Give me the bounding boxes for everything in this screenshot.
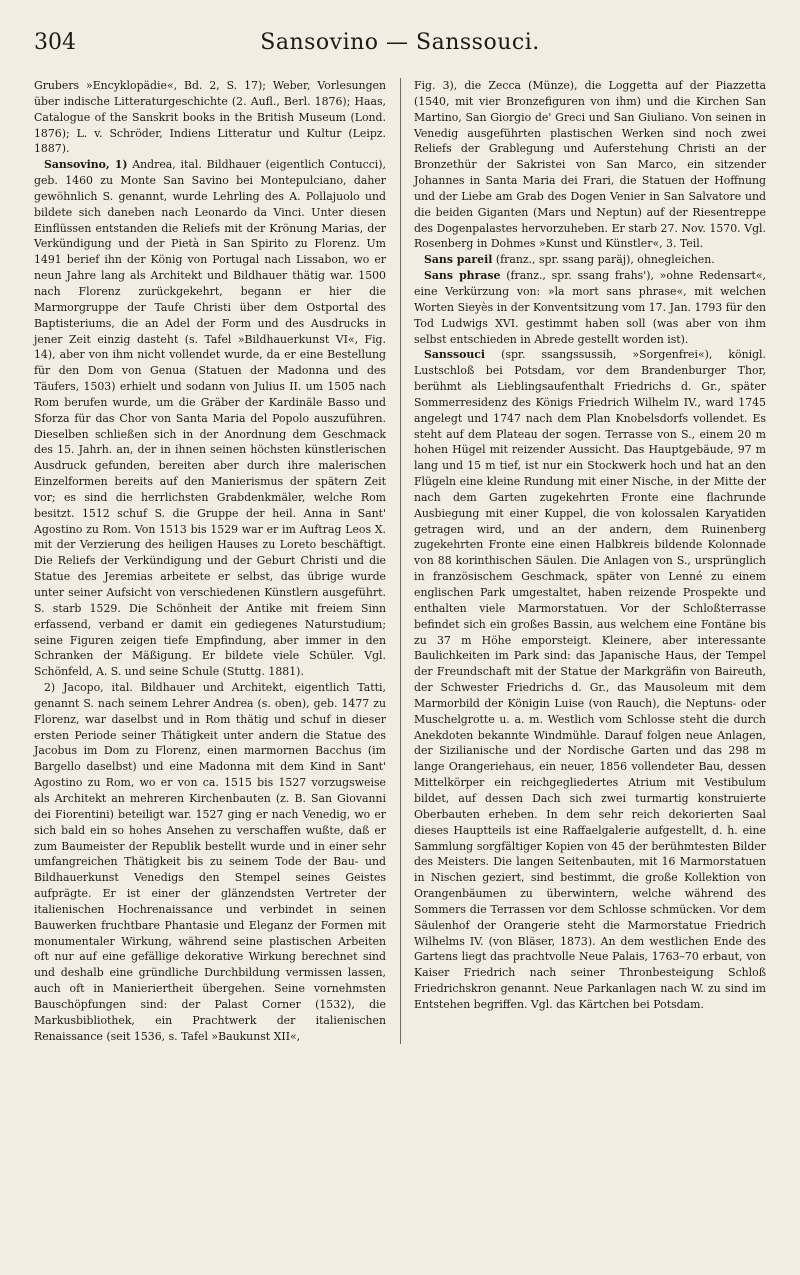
text-columns [34, 78, 766, 1044]
entry-sansovino-andrea [34, 157, 386, 680]
entry-headword: Sans pareil [424, 253, 493, 267]
entry-headword: Sanssouci [424, 348, 486, 362]
entry-sans-phrase [414, 268, 766, 347]
right-column [414, 78, 766, 1044]
entry-headword: Sansovino, 1) [44, 158, 128, 172]
paragraph-grubers: Grubers »Encyklopädie«, Bd. 2, S. 17); Weber, Vorlesungen über indische Litteraturgeschichte (2. Aufl., Berl. 1876); Haas, Catalogue of the Sanskrit books in the British Museum (Lond. 1876); L. v. Schröder, Indiens Litteratur und Kultur (Leipz. 1887). [34, 79, 386, 156]
left-column [34, 78, 386, 1044]
entry-text: (franz., spr. ssang frahs'), »ohne Redensart«, eine Verkürzung von: »la mort sans phrase«, mit welchen Worten Sieyès in der Konventsitzung vom 17. Jan. 1793 für den Tod Ludwigs XVI. gestimmt haben soll (was aber von ihm selbst entschieden in Abrede gestellt worden ist). [414, 269, 766, 346]
page-number: 304 [34, 30, 76, 55]
entry-sans-pareil [414, 252, 766, 268]
entry-sansovino-jacopo: 2) Jacopo, ital. Bildhauer und Architekt, eigentlich Tatti, genannt S. nach seinem Lehrer Andrea (s. oben), geb. 1477 zu Florenz, war daselbst und in Rom thätig und schuf in dieser ersten Periode seiner Thätigkeit unter andern die Statue des Jacobus im Dom zu Florenz, einen marmornen Bacchus (im Bargello daselbst) und eine Madonna mit dem Kind in Sant' Agostino zu Rom, wo er von ca. 1515 bis 1527 vorzugsweise als Architekt an mehreren Kirchenbauten (z. B. San Giovanni dei Fiorentini) beteiligt war. 1527 ging er nach Venedig, wo er sich bald ein so hohes Ansehen zu verschaffen wußte, daß er zum Baumeister der Republik bestellt wurde und in einer sehr umfangreichen Thätigkeit bis zu seinem Tode der Bau- und Bildhauerkunst Venedigs den Stempel seines Geistes aufprägte. Er ist einer der glänzendsten Vertreter der italienischen Hochrenaissance und verbindet in seinen Bauwerken fruchtbare Phantasie und Eleganz der Formen mit monumentaler Wirkung, während seine plastischen Arbeiten oft nur auf eine gefällige dekorative Wirkung berechnet sind und deshalb eine gründliche Durchbildung vermissen lassen, auch oft in Manieriertheit übergehen. Seine vornehmsten Bauschöpfungen sind: der Palast Corner (1532), die Markusbibliothek, ein Prachtwerk der italienischen Renaissance (seit 1536, s. Tafel »Baukunst XII«, [34, 681, 386, 1043]
entry-headword: Sans phrase [424, 269, 501, 283]
page-header [34, 20, 766, 68]
entry-sanssouci [414, 347, 766, 1012]
column-divider [400, 78, 401, 1044]
entry-text: (spr. ssangssussih, »Sorgenfrei«), königl. Lustschloß bei Potsdam, vor dem Brandenburger Thor, berühmt als Lieblingsaufenthalt Friedrichs d. Gr., später Sommerresidenz des Königs Friedrich Wilhelm IV., ward 1745 angelegt und 1747 nach dem Plan Knobelsdorfs vollendet. Es steht auf dem Plateau der sogen. Terrasse von S., einem 20 m hohen Hügel mit reizender Aussicht. Das Hauptgebäude, 97 m lang und 15 m tief, ist nur ein Stockwerk hoch und hat an den Flügeln eine kleine Rundung mit einer Nische, in der Mitte der nach dem Garten zugekehrten Fronte eine flachrunde Ausbiegung mit einer Kuppel, die von kolossalen Karyatiden getragen wird, und an der andern, dem Ruinenberg zugekehrten Fronte eine einen Halbkreis bildende Kolonnade von 88 korinthischen Säulen. Die Anlagen von S., ursprünglich in französischem Geschmack, später von Lenné zu einem englischen Park umgestaltet, haben reizende Prospekte und enthalten viele Marmorstatuen. Vor der Schloßterrasse befindet sich ein großes Bassin, aus welchem eine Fontäne bis zu 37 m Höhe emporsteigt. Kleinere, aber interessante Baulichkeiten im Park sind: das Japanische Haus, der Tempel der Freundschaft mit der Statue der Markgräfin von Baireuth, der Schwester Friedrichs d. Gr., das Mausoleum mit dem Marmorbild der Königin Luise (von Rauch), die Neptuns- oder Muschelgrotte u. a. m. Westlich vom Schlosse steht die durch Anekdoten bekannte Windmühle. Darauf folgen neue Anlagen, der Sizilianische und der Nordische Garten und das 298 m lange Orangeriehaus, ein neuer, 1856 vollendeter Bau, dessen Mittelkörper ein reichgegliedertes Atrium mit Vestibulum bildet, auf dessen Dach sich zwei turmartig konstruierte Oberbauten erheben. In dem sehr reich dekorierten Saal dieses Hauptteils ist eine Raffaelgalerie aufgestellt, d. h. eine Sammlung sorgfältiger Kopien von 45 der berühmtesten Bilder des Meisters. Die langen Seitenbauten, mit 16 Marmorstatuen in Nischen geziert, sind bestimmt, die große Kollektion von Orangenbäumen zu überwintern, welche während des Sommers die Terrassen vor dem Schlosse schmücken. Vor dem Säulenhof der Orangerie steht die Marmorstatue Friedrich Wilhelms IV. (von Bläser, 1873). An dem westlichen Ende des Gartens liegt das prachtvolle Neue Palais, 1763–70 erbaut, von Kaiser Friedrich nach seiner Thronbesteigung Schloß Friedrichskron genannt. Neue Parkanlagen nach W. zu sind im Entstehen begriffen. Vgl. das Kärtchen bei Potsdam. [414, 348, 766, 1011]
running-head: Sansovino — Sanssouci. [260, 30, 540, 55]
paragraph-continuation: Fig. 3), die Zecca (Münze), die Loggetta auf der Piazzetta (1540, mit vier Bronzefiguren von ihm) und die Kirchen San Martino, San Giorgio de' Greci und San Giuliano. Von seinen in Venedig ausgeführten plastischen Werken sind noch zwei Reliefs der Grablegung und Auferstehung Christi an der Bronzethür der Sakristei von San Marco, ein sitzender Johannes in Santa Maria dei Frari, die Statuen der Hoffnung und der Liebe am Grab des Dogen Venier in San Salvatore und die beiden Giganten (Mars und Neptun) auf der Riesentreppe des Dogenpalastes hervorzuheben. Er starb 27. Nov. 1570. Vgl. Rosenberg in Dohmes »Kunst und Künstler«, 3. Teil. [414, 79, 766, 251]
entry-text: (franz., spr. ssang paräj), ohnegleichen. [495, 253, 715, 267]
entry-text: Andrea, ital. Bildhauer (eigentlich Contucci), geb. 1460 zu Monte San Savino bei Montepulciano, daher gewöhnlich S. genannt, wurde Lehrling des A. Pollajuolo und bildete sich daneben nach Leonardo da Vinci. Unter diesen Einflüssen entstanden die Reliefs mit der Krönung Marias, der Verkündigung und der Pietà in San Spirito zu Florenz. Um 1491 berief ihn der König von Portugal nach Lissabon, wo er neun Jahre lang als Architekt und Bildhauer thätig war. 1500 nach Florenz zurückgekehrt, begann er hier die Marmorgruppe der Taufe Christi über dem Ostportal des Baptisteriums, die an Adel der Form und des Ausdrucks in jener Zeit einzig dasteht (s. Tafel »Bildhauerkunst VI«, Fig. 14), aber von ihm nicht vollendet wurde, da er eine Bestellung für den Dom von Genua (Statuen der Madonna und des Täufers, 1503) erhielt und sodann von Julius II. um 1505 nach Rom berufen wurde, um die Gräber der Kardinäle Basso und Sforza für das Chor von Santa Maria del Popolo auszuführen. Dieselben schließen sich in der Anordnung dem Geschmack des 15. Jahrh. an, der in ihnen seinen höchsten künstlerischen Ausdruck gefunden, bereiten aber durch ihre malerischen Einzelformen bereits auf den Manierismus der spätern Zeit vor; es sind die herrlichsten Grabdenkmäler, welche Rom besitzt. 1512 schuf S. die Gruppe der heil. Anna in Sant' Agostino zu Rom. Von 1513 bis 1529 war er im Auftrag Leos X. mit der Verzierung des heiligen Hauses zu Loreto beschäftigt. Die Reliefs der Verkündigung und der Geburt Christi und die Statue des Jeremias arbeitete er selbst, das übrige wurde unter seiner Aufsicht von verschiedenen Künstlern ausgeführt. S. starb 1529. Die Schönheit der Antike mit freiem Sinn erfassend, verband er damit ein gediegenes Naturstudium; seine Figuren zeigen tiefe Empfindung, aber immer in den Schranken der Mäßigung. Er bildete viele Schüler. Vgl. Schönfeld, A. S. und seine Schule (Stuttg. 1881). [34, 158, 387, 679]
